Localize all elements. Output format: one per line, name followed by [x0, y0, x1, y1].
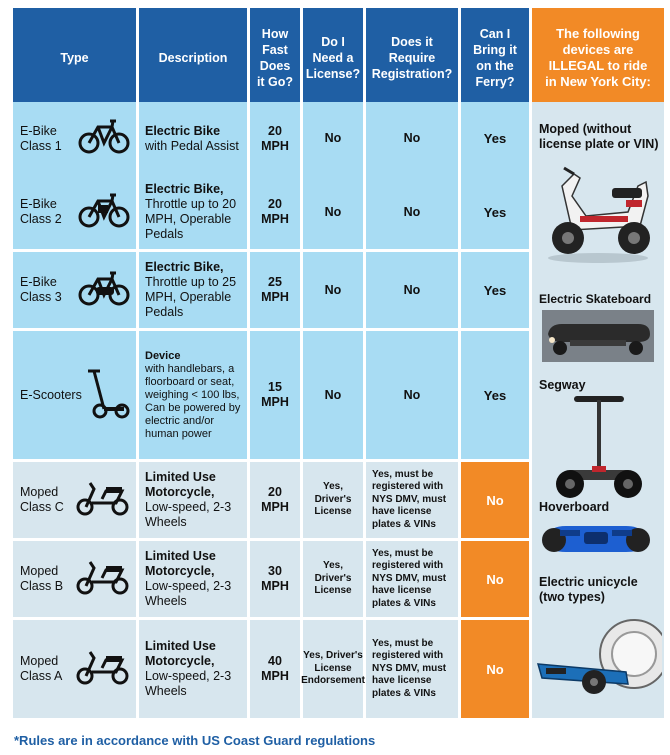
- license-value: Yes, Driver's License Endorsement: [301, 650, 365, 687]
- description-bold: Electric Bike,: [145, 260, 224, 274]
- table-cell-type: [13, 175, 136, 249]
- bicycle-icon: [78, 117, 130, 160]
- header-speed: How Fast Does it Go?: [250, 8, 300, 107]
- table-cell-ferry: [461, 252, 529, 328]
- license-value: No: [324, 204, 342, 219]
- header-illegal: The following devices are ILLEGAL to ride in New York City:: [532, 8, 664, 107]
- table-cell-type: [13, 102, 136, 175]
- description-bold: Electric Bike,: [145, 182, 224, 196]
- illegal-device-moped-label: Moped (without license plate or VIN): [539, 122, 659, 151]
- license-value: Yes, Driver's License: [314, 560, 352, 597]
- table-cell-type: [13, 620, 136, 718]
- ferry-value: No: [486, 571, 504, 587]
- table-cell-license: [303, 541, 363, 617]
- speed-value: 20 MPH: [261, 123, 289, 153]
- description-text: with handlebars, a floorboard or seat, weighing < 100 lbs, Can be powered by electric and/or human power: [145, 362, 241, 440]
- table-cell-speed: [250, 620, 300, 718]
- ferry-value: Yes: [483, 282, 507, 298]
- registration-value: Yes, must be registered with NYS DMV, must have license plates & VINs: [372, 468, 447, 530]
- footnote: *Rules are in accordance with US Coast Guard regulations: [14, 733, 376, 748]
- registration-value: No: [403, 387, 421, 402]
- table-cell-description: [139, 620, 247, 718]
- table-cell-registration: [366, 541, 458, 617]
- description-text: Throttle up to 25 MPH, Operable Pedals: [145, 275, 237, 319]
- table-cell-speed: [250, 462, 300, 538]
- table-cell-registration: [366, 252, 458, 328]
- table-cell-description: [139, 541, 247, 617]
- speed-value: 30 MPH: [261, 564, 289, 593]
- table-cell-type: [13, 541, 136, 617]
- table-cell-speed: [250, 175, 300, 249]
- illegal-device-unicycle-label: Electric unicycle (two types): [539, 575, 638, 604]
- ferry-value: Yes: [483, 204, 507, 220]
- table-cell-registration: [366, 331, 458, 459]
- description-text: Low-speed, 2-3 Wheels: [145, 579, 232, 608]
- table-cell-description: [139, 175, 247, 249]
- vehicle-type-label: E-Bike Class 2: [20, 197, 62, 226]
- table-cell-type: [13, 252, 136, 328]
- table-cell-registration: [366, 620, 458, 718]
- scooter-icon: [86, 367, 130, 424]
- table-cell-speed: [250, 102, 300, 175]
- header-type: Type: [13, 8, 136, 107]
- table-cell-type: [13, 331, 136, 459]
- ebike-class3-icon: [78, 269, 130, 312]
- license-value: Yes, Driver's License: [314, 481, 352, 518]
- header-description: Description: [139, 8, 247, 107]
- vehicle-type-label: E-Bike Class 1: [20, 123, 62, 153]
- table-cell-license: [303, 462, 363, 538]
- table-cell-speed: [250, 331, 300, 459]
- vehicle-type-label: Moped Class B: [20, 564, 64, 593]
- illegal-devices-panel: [532, 102, 664, 718]
- registration-value: No: [403, 282, 421, 297]
- header-ferry: Can I Bring it on the Ferry?: [461, 8, 529, 107]
- ferry-value: No: [486, 492, 504, 508]
- registration-value: Yes, must be registered with NYS DMV, must have license plates & VINs: [372, 547, 447, 609]
- description-text: with Pedal Assist: [145, 138, 239, 153]
- registration-value: No: [403, 131, 421, 145]
- table-cell-license: [303, 620, 363, 718]
- table-cell-registration: [366, 175, 458, 249]
- vehicle-type-label: E-Bike Class 3: [20, 275, 62, 304]
- description-bold: Electric Bike: [145, 123, 221, 138]
- moped-icon: [76, 479, 130, 522]
- ferry-value: No: [486, 661, 504, 677]
- moped-icon: [76, 648, 130, 691]
- table-cell-ferry: [461, 541, 529, 617]
- table-cell-description: [139, 102, 247, 175]
- table-cell-license: [303, 102, 363, 175]
- table-cell-speed: [250, 541, 300, 617]
- table-cell-description: [139, 331, 247, 459]
- illegal-device-skateboard-label: Electric Skateboard: [539, 292, 652, 306]
- ferry-value: Yes: [483, 387, 507, 403]
- table-cell-description: [139, 462, 247, 538]
- description-text: Throttle up to 20 MPH, Operable Pedals: [145, 197, 237, 241]
- description-text: Low-speed, 2-3 Wheels: [145, 500, 232, 529]
- table-cell-description: [139, 252, 247, 328]
- speed-value: 20 MPH: [261, 197, 289, 226]
- table-cell-registration: [366, 102, 458, 175]
- table-cell-license: [303, 331, 363, 459]
- table-cell-registration: [366, 462, 458, 538]
- vehicle-type-label: Moped Class C: [20, 485, 64, 514]
- moped-icon: [76, 558, 130, 601]
- speed-value: 40 MPH: [261, 654, 289, 683]
- illegal-device-segway-label: Segway: [539, 378, 586, 392]
- description-bold: Limited Use Motorcycle,: [145, 639, 216, 668]
- license-value: No: [324, 282, 342, 297]
- table-cell-license: [303, 252, 363, 328]
- description-bold: Limited Use Motorcycle,: [145, 549, 216, 578]
- ferry-value: Yes: [483, 131, 507, 146]
- description-bold: Device: [145, 349, 181, 362]
- description-text: Low-speed, 2-3 Wheels: [145, 669, 232, 698]
- header-license: Do I Need a License?: [303, 8, 363, 107]
- electric-unicycle-photo-icon: [534, 614, 662, 700]
- registration-value: Yes, must be registered with NYS DMV, must have license plates & VINs: [372, 637, 447, 699]
- speed-value: 15 MPH: [261, 380, 289, 409]
- illegal-device-hoverboard-label: Hoverboard: [539, 500, 610, 514]
- table-cell-type: [13, 462, 136, 538]
- license-value: No: [324, 131, 342, 145]
- speed-value: 25 MPH: [261, 275, 289, 304]
- speed-value: 20 MPH: [261, 485, 289, 514]
- skateboard-photo-icon: [542, 310, 654, 362]
- license-value: No: [324, 387, 342, 402]
- hoverboard-photo-icon: [540, 518, 652, 558]
- vehicle-type-label: E-Scooters: [20, 387, 82, 402]
- segway-photo-icon: [554, 394, 644, 504]
- table-cell-speed: [250, 252, 300, 328]
- table-cell-ferry: [461, 102, 529, 175]
- moped-photo-icon: [542, 156, 654, 266]
- table-cell-ferry: [461, 331, 529, 459]
- table-cell-license: [303, 175, 363, 249]
- table-cell-ferry: [461, 620, 529, 718]
- table-cell-ferry: [461, 175, 529, 249]
- vehicle-type-label: Moped Class A: [20, 654, 63, 683]
- ebike-throttle-icon: [78, 191, 130, 234]
- description-bold: Limited Use Motorcycle,: [145, 470, 216, 499]
- table-cell-ferry: [461, 462, 529, 538]
- header-registration: Does it Require Registration?: [366, 8, 458, 107]
- registration-value: No: [403, 204, 421, 219]
